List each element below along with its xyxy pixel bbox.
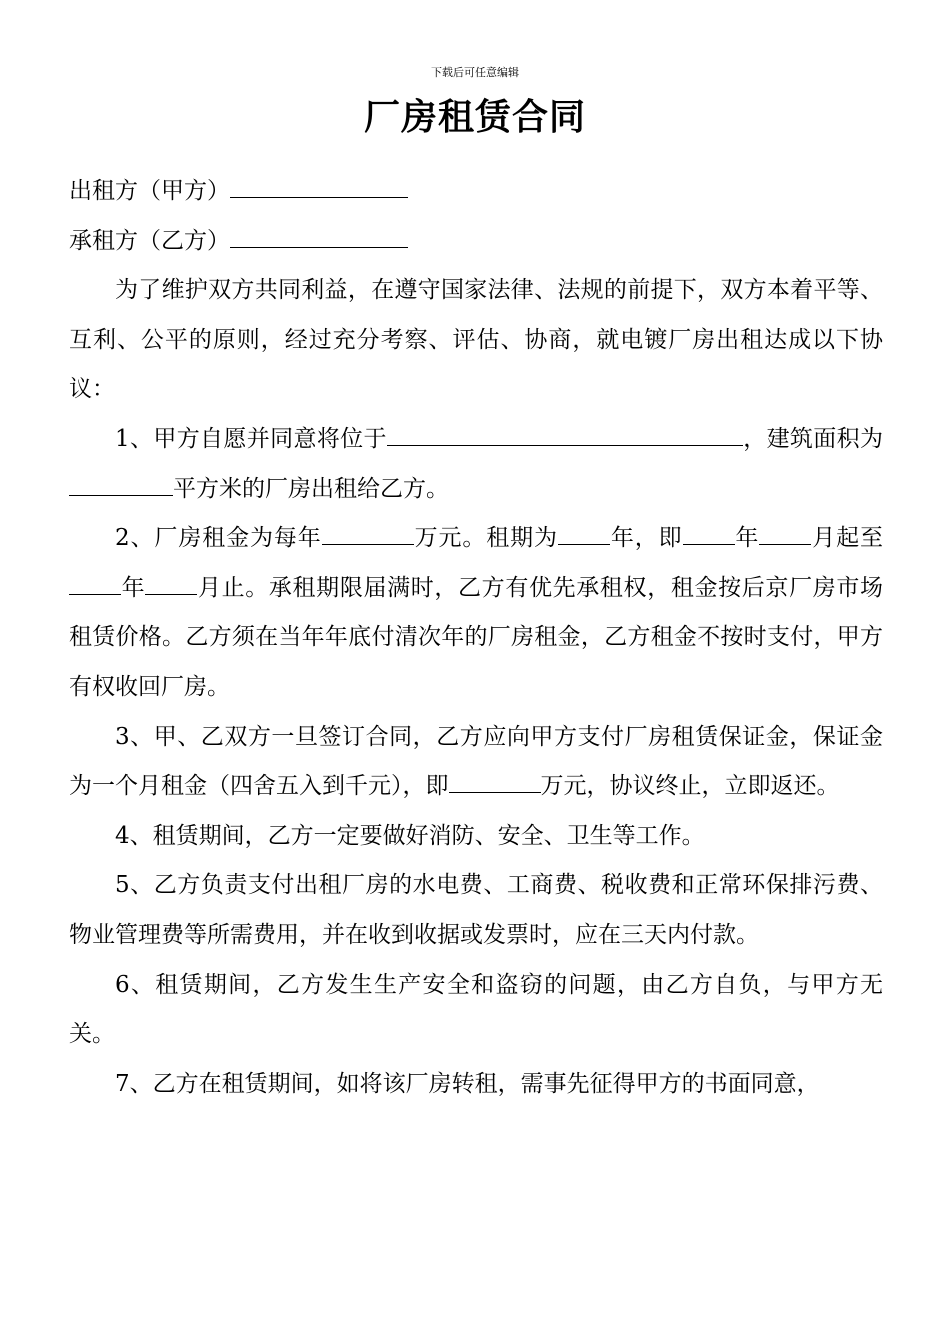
contract-title: 厂房租赁合同 [363, 96, 586, 138]
clause-4: 4、租赁期间，乙方一定要做好消防、安全、卫生等工作。 [115, 822, 705, 849]
clause-1-text-b: ，建筑面积为 [742, 425, 883, 452]
lessee-label: 承租方（乙方） [69, 227, 230, 254]
intro-paragraph: 为了维护双方共同利益，在遵守国家法律、法规的前提下，双方本着平等、互利、公平的原则，经过充分考察、评估、协商，就电镀厂房出租达成以下协议： [69, 277, 883, 403]
lessee-line [69, 217, 883, 267]
clause-2 [69, 514, 883, 712]
clause-6: 6、租赁期间，乙方发生生产安全和盗窃的问题，由乙方自负，与甲方无关。 [69, 971, 883, 1048]
clause-2-text-g: 月止。承租期限届满时，乙方有优先承租权，租金按后京厂房市场租赁价格。乙方须在当年年底付清次年的厂房租金，乙方租金不按时支付，甲方有权收回厂房。 [69, 574, 884, 700]
clause-3 [69, 713, 883, 812]
term-years-blank [558, 518, 610, 545]
clause-1-text-c: 平方米的厂房出租给乙方。 [173, 475, 449, 502]
clause-5: 5、乙方负责支付出租厂房的水电费、工商费、税收费和正常环保排污费、物业管理费等所需费用，并在收到收据或发票时，应在三天内付款。 [69, 872, 883, 948]
clause-7: 7、乙方在租赁期间，如将该厂房转租，需事先征得甲方的书面同意， [115, 1070, 820, 1097]
lessor-line [69, 167, 883, 217]
location-blank [387, 419, 743, 446]
deposit-blank [449, 766, 541, 793]
clause-2-text-b: 万元。租期为 [413, 525, 558, 552]
lessee-blank [230, 221, 408, 248]
clause-2-text-d: 年 [734, 525, 760, 552]
contract-body [69, 167, 883, 1109]
clause-3-text-a: 3、甲、乙双方一旦签订合同，乙方应向甲方支付厂房租赁保证金，保证金为一个月租金（四舍五入到千元），即 [69, 723, 883, 800]
clause-2-text-e: 月起至 [811, 525, 884, 552]
start-year-blank [683, 518, 735, 545]
end-year-blank [69, 568, 121, 595]
clause-2-text-c: 年，即 [609, 525, 683, 552]
start-month-blank [759, 518, 811, 545]
area-blank [69, 469, 173, 496]
clause-1-text-a: 1、甲方自愿并同意将位于 [115, 425, 387, 452]
clause-1 [69, 415, 883, 514]
lessor-blank [230, 171, 408, 198]
lessor-label: 出租方（甲方） [69, 178, 230, 204]
clause-2-text-a: 2、厂房租金为每年 [115, 525, 322, 552]
end-month-blank [145, 568, 197, 595]
header-note: 下载后可任意编辑 [431, 66, 519, 79]
clause-2-text-f: 年 [121, 574, 146, 601]
clause-3-text-b: 万元，协议终止，立即返还。 [540, 773, 840, 800]
annual-rent-blank [322, 518, 414, 545]
